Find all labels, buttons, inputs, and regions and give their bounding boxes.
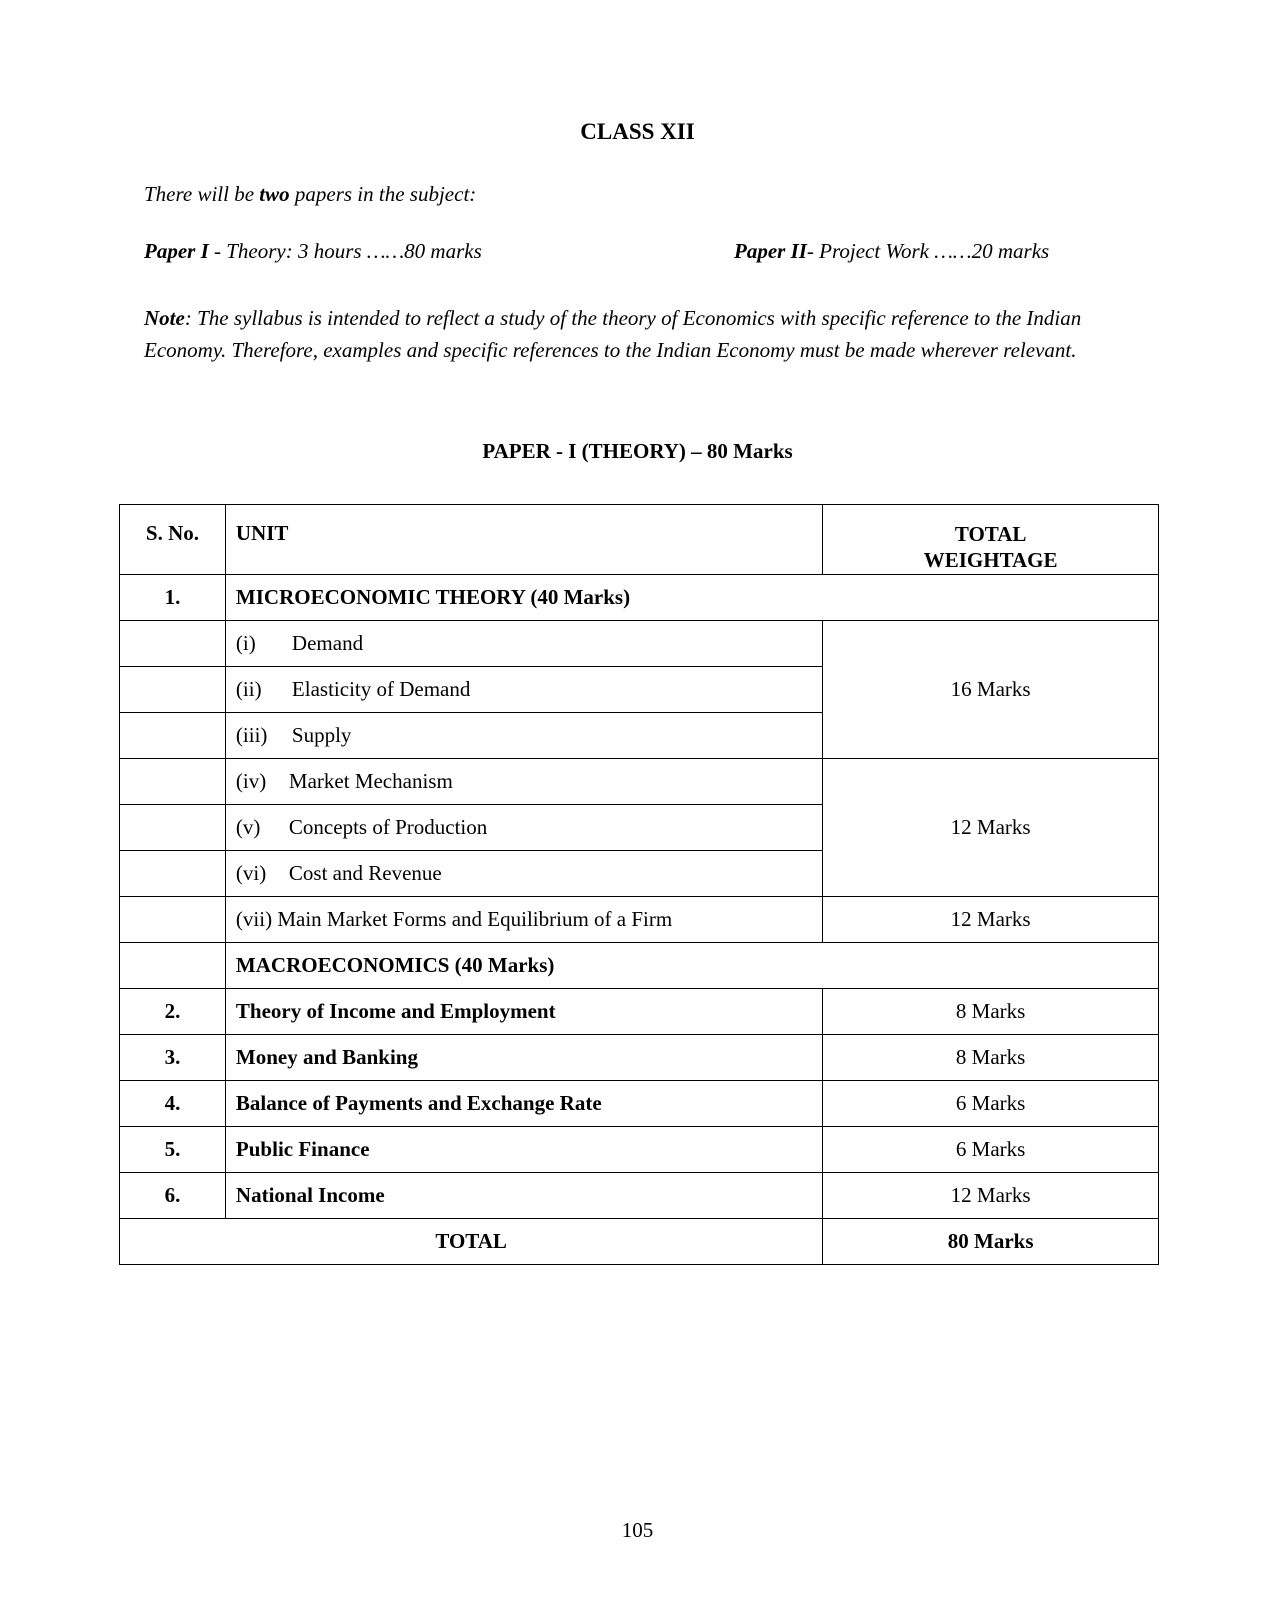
empty-cell xyxy=(120,667,226,713)
note-text: : The syllabus is intended to reflect a study of the theory of Economics with specific reference to the Indian Economy. Therefore, examples and specific references to the Indian Economy must be made wherever relevant. xyxy=(144,306,1082,362)
total-label: TOTAL xyxy=(120,1219,823,1265)
table-row xyxy=(120,1081,1159,1127)
micro-unit-title: MICROECONOMIC THEORY (40 Marks) xyxy=(225,575,1158,621)
table-row xyxy=(120,897,1159,943)
micro-sno: 1. xyxy=(120,575,226,621)
item-number: (vi) xyxy=(235,861,267,885)
table-row xyxy=(120,1127,1159,1173)
micro-item xyxy=(225,713,822,759)
table-row xyxy=(120,621,1159,667)
weightage-table xyxy=(119,504,1159,1265)
table-total-row xyxy=(120,1219,1159,1265)
row-unit: Public Finance xyxy=(225,1127,822,1173)
table-row xyxy=(120,759,1159,805)
header-weightage-line1: TOTAL xyxy=(954,522,1027,546)
item-number: (i) xyxy=(235,631,256,655)
header-sno: S. No. xyxy=(120,505,226,575)
page-title: CLASS XII xyxy=(580,119,695,144)
item-text: Concepts of Production xyxy=(288,815,488,839)
micro-weight-group-1: 16 Marks xyxy=(823,621,1159,759)
row-sno: 2. xyxy=(120,989,226,1035)
table-row xyxy=(120,1173,1159,1219)
micro-item xyxy=(225,851,822,897)
row-weight: 6 Marks xyxy=(823,1127,1159,1173)
empty-cell xyxy=(120,851,226,897)
header-unit: UNIT xyxy=(225,505,822,575)
paper-2-info xyxy=(734,239,1049,264)
empty-cell xyxy=(120,713,226,759)
row-sno: 3. xyxy=(120,1035,226,1081)
row-unit: Money and Banking xyxy=(225,1035,822,1081)
intro-bold: two xyxy=(259,182,290,206)
item-text: Demand xyxy=(291,631,364,655)
empty-cell xyxy=(120,897,226,943)
row-weight: 8 Marks xyxy=(823,1035,1159,1081)
micro-item xyxy=(225,805,822,851)
macro-unit-title: MACROECONOMICS (40 Marks) xyxy=(225,943,1158,989)
intro-before: There will be xyxy=(144,182,260,206)
header-weightage xyxy=(823,505,1159,575)
paper-2-detail: - Project Work ……20 marks xyxy=(806,239,1050,263)
row-unit: National Income xyxy=(225,1173,822,1219)
page-number: 105 xyxy=(621,1518,654,1542)
intro-text xyxy=(144,182,476,207)
row-weight: 6 Marks xyxy=(823,1081,1159,1127)
micro-weight-group-3: 12 Marks xyxy=(823,897,1159,943)
empty-cell xyxy=(120,759,226,805)
item-text: Cost and Revenue xyxy=(288,861,442,885)
empty-cell xyxy=(120,621,226,667)
item-text: Main Market Forms and Equilibrium of a Firm xyxy=(277,907,673,931)
item-text: Elasticity of Demand xyxy=(291,677,471,701)
row-unit: Balance of Payments and Exchange Rate xyxy=(225,1081,822,1127)
item-text: Supply xyxy=(291,723,352,747)
row-sno: 5. xyxy=(120,1127,226,1173)
table-header-row xyxy=(120,505,1159,575)
item-number: (iii) xyxy=(235,723,268,747)
item-text: Market Mechanism xyxy=(288,769,453,793)
item-number: (ii) xyxy=(235,677,262,701)
paper-1-info xyxy=(144,239,482,264)
empty-cell xyxy=(120,943,226,989)
row-weight: 8 Marks xyxy=(823,989,1159,1035)
row-weight: 12 Marks xyxy=(823,1173,1159,1219)
row-sno: 4. xyxy=(120,1081,226,1127)
paper-1-detail: - Theory: 3 hours ……80 marks xyxy=(208,239,482,263)
header-weightage-line2: WEIGHTAGE xyxy=(923,548,1058,572)
paper-1-label: Paper I xyxy=(144,239,209,263)
total-value: 80 Marks xyxy=(823,1219,1159,1265)
item-number: (v) xyxy=(235,815,261,839)
micro-item xyxy=(225,759,822,805)
table-row xyxy=(120,989,1159,1035)
micro-item xyxy=(225,621,822,667)
empty-cell xyxy=(120,805,226,851)
intro-after: papers in the subject: xyxy=(289,182,477,206)
item-number: (iv) xyxy=(235,769,267,793)
table-row xyxy=(120,943,1159,989)
row-sno: 6. xyxy=(120,1173,226,1219)
table-row xyxy=(120,575,1159,621)
note-label: Note xyxy=(144,306,185,330)
micro-item xyxy=(225,667,822,713)
row-unit: Theory of Income and Employment xyxy=(225,989,822,1035)
micro-item xyxy=(225,897,822,943)
micro-weight-group-2: 12 Marks xyxy=(823,759,1159,897)
item-number: (vii) xyxy=(235,907,273,931)
paper-2-label: Paper II xyxy=(734,239,807,263)
syllabus-note xyxy=(144,303,1154,366)
section-title: PAPER - I (THEORY) – 80 Marks xyxy=(482,439,793,463)
table-row xyxy=(120,1035,1159,1081)
